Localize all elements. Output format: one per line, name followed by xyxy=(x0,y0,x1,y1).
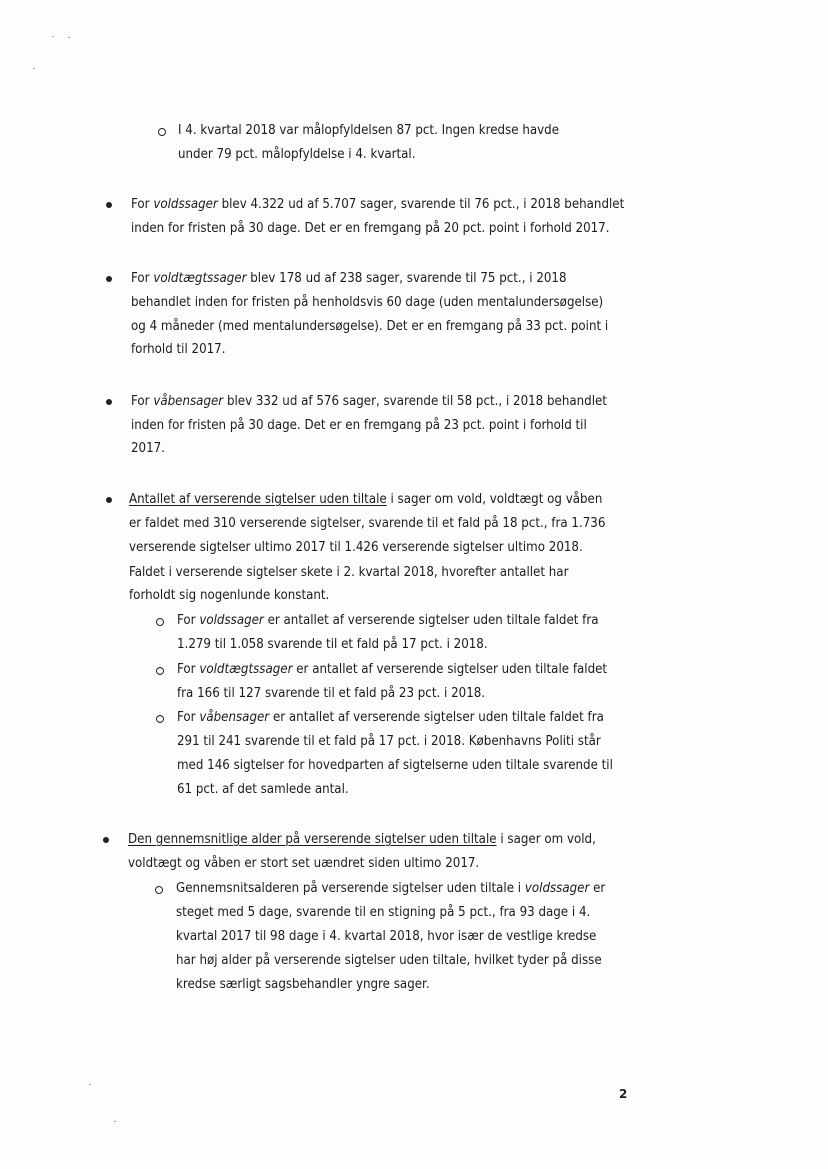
text-line: 291 til 241 svarende til et fald på 17 pct. i 2018. Københavns Politi står xyxy=(177,734,601,749)
text-line: Den gennemsnitlige alder på verserende sigtelser uden tiltale i sager om vold, xyxy=(128,832,596,847)
text-line: behandlet inden for fristen på henholdsvis 60 dage (uden mentalundersøgelse) xyxy=(131,295,604,310)
text-line: For våbensager blev 332 ud af 576 sager, svarende til 58 pct., i 2018 behandlet xyxy=(131,394,607,409)
text-line: med 146 sigtelser for hovedparten af sigtelserne uden tiltale svarende til xyxy=(177,758,613,773)
emphasis-term: voldtægtssager xyxy=(199,662,293,677)
speck-mark xyxy=(68,37,70,38)
text-line: 61 pct. af det samlede antal. xyxy=(177,782,349,797)
underlined-heading: Antallet af verserende sigtelser uden tiltale xyxy=(129,492,387,507)
emphasis-term: voldssager xyxy=(199,613,264,628)
text-line: har høj alder på verserende sigtelser uden tiltale, hvilket tyder på disse xyxy=(176,953,602,968)
text-line: forholdt sig nogenlunde konstant. xyxy=(129,588,330,603)
text-line: For voldssager blev 4.322 ud af 5.707 sager, svarende til 76 pct., i 2018 behandlet xyxy=(131,197,625,212)
bullet-dot-icon xyxy=(103,837,109,843)
speck-mark xyxy=(33,68,35,69)
bullet-circle-icon xyxy=(156,715,164,723)
bullet-circle-icon xyxy=(156,667,164,675)
emphasis-term: våbensager xyxy=(153,394,224,409)
bullet-circle-icon xyxy=(155,886,163,894)
speck-mark xyxy=(89,1084,91,1085)
text-line: forhold til 2017. xyxy=(131,342,226,357)
text-line: er faldet med 310 verserende sigtelser, svarende til et fald på 18 pct., fra 1.736 xyxy=(129,516,606,531)
bullet-circle-icon xyxy=(156,618,164,626)
text-line: inden for fristen på 30 dage. Det er en fremgang på 23 pct. point i forhold til xyxy=(131,418,587,433)
text-line: verserende sigtelser ultimo 2017 til 1.426 verserende sigtelser ultimo 2018. xyxy=(129,540,583,555)
text-line: Antallet af verserende sigtelser uden tiltale i sager om vold, voldtægt og våben xyxy=(129,492,603,507)
text-line: Faldet i verserende sigtelser skete i 2. kvartal 2018, hvorefter antallet har xyxy=(129,565,569,580)
text-line: kvartal 2017 til 98 dage i 4. kvartal 2018, hvor især de vestlige kredse xyxy=(176,929,597,944)
bullet-dot-icon xyxy=(106,399,112,405)
text-line: For våbensager er antallet af verserende sigtelser uden tiltale faldet fra xyxy=(177,710,604,725)
text-line: kredse særligt sagsbehandler yngre sager. xyxy=(176,977,430,992)
text-line: voldtægt og våben er stort set uændret siden ultimo 2017. xyxy=(128,856,480,871)
text-line: For voldssager er antallet af verserende sigtelser uden tiltale faldet fra xyxy=(177,613,599,628)
bullet-dot-icon xyxy=(106,202,112,208)
text-line: 1.279 til 1.058 svarende til et fald på 17 pct. i 2018. xyxy=(177,637,488,652)
text-line: Gennemsnitsalderen på verserende sigtelser uden tiltale i voldssager er xyxy=(176,881,606,896)
bullet-circle-icon xyxy=(158,128,166,136)
underlined-heading: Den gennemsnitlige alder på verserende sigtelser uden tiltale xyxy=(128,832,497,847)
speck-mark xyxy=(114,1121,116,1122)
page-number: 2 xyxy=(619,1087,628,1101)
text-line: fra 166 til 127 svarende til et fald på 23 pct. i 2018. xyxy=(177,686,486,701)
emphasis-term: våbensager xyxy=(199,710,270,725)
bullet-dot-icon xyxy=(106,276,112,282)
text-line: steget med 5 dage, svarende til en stigning på 5 pct., fra 93 dage i 4. xyxy=(176,905,591,920)
text-line: 2017. xyxy=(131,441,165,456)
text-line: og 4 måneder (med mentalundersøgelse). Det er en fremgang på 33 pct. point i xyxy=(131,319,609,334)
text-line: inden for fristen på 30 dage. Det er en fremgang på 20 pct. point i forhold 2017. xyxy=(131,221,610,236)
emphasis-term: voldtægtssager xyxy=(153,271,247,286)
emphasis-term: voldssager xyxy=(524,881,590,896)
bullet-dot-icon xyxy=(106,497,112,503)
emphasis-term: voldssager xyxy=(153,197,218,212)
speck-mark xyxy=(52,36,54,37)
text-line: I 4. kvartal 2018 var målopfyldelsen 87 pct. Ingen kredse havde xyxy=(178,123,560,138)
text-line: under 79 pct. målopfyldelse i 4. kvartal. xyxy=(178,147,416,162)
text-line: For voldtægtssager er antallet af verserende sigtelser uden tiltale faldet xyxy=(177,662,608,677)
text-line: For voldtægtssager blev 178 ud af 238 sager, svarende til 75 pct., i 2018 xyxy=(131,271,567,286)
